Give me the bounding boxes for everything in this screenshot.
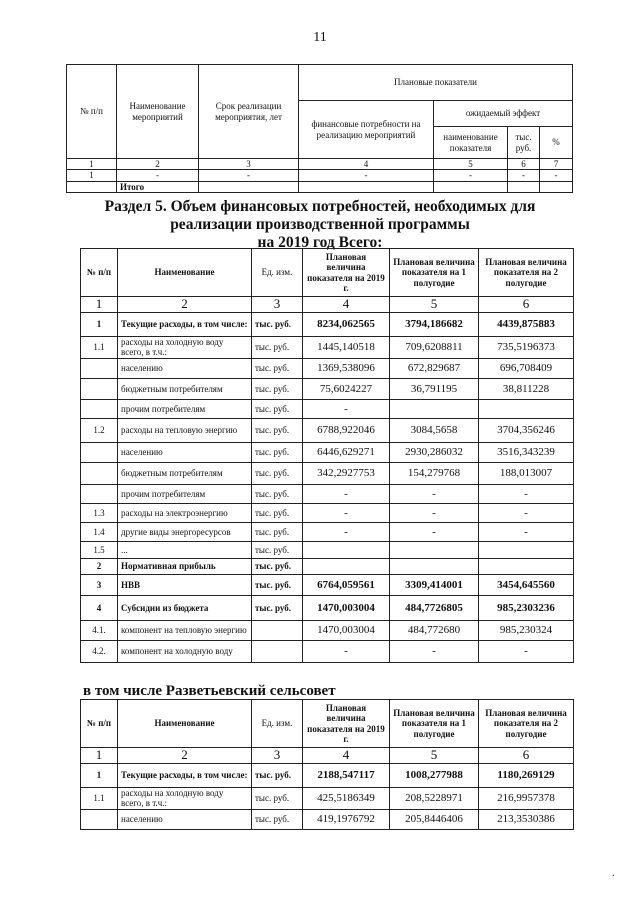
header-num: № п/п: [81, 700, 118, 748]
table-row: [81, 378, 574, 399]
value-h1: [390, 558, 479, 574]
table-row: [81, 558, 574, 574]
row-unit: тыс. руб.: [252, 503, 303, 522]
value-year: -: [303, 522, 390, 541]
value-h1: 3084,5658: [390, 418, 479, 442]
value-year: 6764,059561: [303, 574, 390, 595]
header-plan-h1: Плановая величина показателя на 1 полугодие: [390, 249, 479, 297]
value-year: 425,5186349: [303, 787, 390, 809]
value-h2: 985,230324: [479, 620, 574, 640]
value-h2: 4439,875883: [479, 312, 574, 336]
value-h1: -: [390, 484, 479, 503]
row-unit: тыс. руб.: [252, 787, 303, 809]
row-name: населению: [118, 358, 252, 378]
row-number: [81, 399, 118, 418]
value-h2: 3516,343239: [479, 442, 574, 462]
col-number: 1: [67, 159, 117, 170]
value-h1: 3794,186682: [390, 312, 479, 336]
cell: [508, 181, 540, 192]
row-number: 1.1: [81, 336, 118, 358]
row-name: бюджетным потребителям: [118, 378, 252, 399]
value-h2: 213,3530386: [479, 809, 574, 829]
header-plan-year: Плановая величина показателя на 2019 г.: [303, 249, 390, 297]
row-number: 3: [81, 574, 118, 595]
cell: -: [299, 170, 434, 181]
header-fin-need: финансовые потребности на реализацию мероприятий: [299, 101, 434, 159]
value-h2: -: [479, 522, 574, 541]
row-name: расходы на холодную воду всего, в т.ч.:: [118, 787, 252, 809]
col-number: 3: [252, 748, 303, 764]
table-row: [81, 503, 574, 522]
value-year: [303, 541, 390, 558]
cell: [540, 181, 573, 192]
table-row: [81, 809, 574, 829]
value-h1: 205,8446406: [390, 809, 479, 829]
cell: 1: [67, 170, 117, 181]
col-number: 6: [508, 159, 540, 170]
value-year: 6788,922046: [303, 418, 390, 442]
value-h1: 36,791195: [390, 378, 479, 399]
header-num: № п/п: [81, 249, 118, 297]
col-number: 1: [81, 748, 118, 764]
header-name: Наименование: [118, 249, 252, 297]
value-h1: 484,772680: [390, 620, 479, 640]
value-year: 2188,547117: [303, 763, 390, 787]
value-h2: 985,2303236: [479, 595, 574, 620]
col-number: 5: [390, 748, 479, 764]
value-year: 1470,003004: [303, 595, 390, 620]
row-number: [81, 358, 118, 378]
table-row: [81, 399, 574, 418]
table-row: [81, 312, 574, 336]
value-h1: 2930,286032: [390, 442, 479, 462]
row-name: населению: [118, 442, 252, 462]
header-plan-year: Плановая величина показателя на 2019 г.: [303, 700, 390, 748]
value-h2: -: [479, 503, 574, 522]
table-row: [81, 640, 574, 662]
col-number: 2: [118, 748, 252, 764]
section-title-line-2: реализации производственной программы: [170, 216, 470, 233]
cell: -: [199, 170, 299, 181]
value-h2: 216,9957378: [479, 787, 574, 809]
row-number: [81, 442, 118, 462]
row-number: [81, 462, 118, 484]
activities-table: [66, 64, 573, 193]
cell: -: [508, 170, 540, 181]
row-unit: тыс. руб.: [252, 763, 303, 787]
value-h1: 154,279768: [390, 462, 479, 484]
section-title-line-3: на 2019 год Всего:: [257, 234, 383, 251]
value-year: 342,2927753: [303, 462, 390, 484]
header-plan-h2: Плановая величина показателя на 2 полугодие: [479, 700, 574, 748]
row-unit: тыс. руб.: [252, 399, 303, 418]
row-unit: тыс. руб.: [252, 522, 303, 541]
value-year: -: [303, 640, 390, 662]
value-year: -: [303, 503, 390, 522]
value-year: 1369,538096: [303, 358, 390, 378]
value-h2: -: [479, 640, 574, 662]
row-number: 1.3: [81, 503, 118, 522]
value-h1: 3309,414001: [390, 574, 479, 595]
row-unit: тыс. руб.: [252, 558, 303, 574]
row-unit: тыс. руб.: [252, 541, 303, 558]
value-h2: 3454,645560: [479, 574, 574, 595]
header-thousand: тыс. руб.: [508, 127, 540, 159]
col-number: 6: [479, 748, 574, 764]
row-name: прочим потребителям: [118, 399, 252, 418]
row-unit: [252, 640, 303, 662]
col-number: 6: [479, 297, 574, 313]
value-year: 75,6024227: [303, 378, 390, 399]
table-row: [81, 484, 574, 503]
row-unit: тыс. руб.: [252, 442, 303, 462]
row-name: бюджетным потребителям: [118, 462, 252, 484]
header-term: Срок реализации мероприятия, лет: [199, 65, 299, 159]
value-h1: [390, 541, 479, 558]
table-row: [81, 763, 574, 787]
value-year: -: [303, 399, 390, 418]
row-name: Субсидии из бюджета: [118, 595, 252, 620]
value-year: 6446,629271: [303, 442, 390, 462]
table-row: [81, 358, 574, 378]
settlement-table: [80, 699, 574, 830]
col-number: 4: [299, 159, 434, 170]
section-title-line-1: Раздел 5. Объем финансовых потребностей, необходимых для: [104, 198, 536, 215]
cell: -: [117, 170, 199, 181]
header-percent: %: [540, 127, 573, 159]
row-name: населению: [118, 809, 252, 829]
value-h2: 1180,269129: [479, 763, 574, 787]
row-number: 2: [81, 558, 118, 574]
cell: [199, 181, 299, 192]
row-number: 1: [81, 312, 118, 336]
cell: [67, 181, 117, 192]
row-name: расходы на тепловую энергию: [118, 418, 252, 442]
row-name: прочим потребителям: [118, 484, 252, 503]
value-h2: 735,5196373: [479, 336, 574, 358]
cell: -: [434, 170, 508, 181]
table-row: [67, 170, 573, 181]
row-unit: тыс. руб.: [252, 809, 303, 829]
row-number: 4: [81, 595, 118, 620]
column-numbers-row: [81, 297, 574, 313]
total-label: Итого: [117, 181, 199, 192]
table-row: [81, 462, 574, 484]
row-name: НВВ: [118, 574, 252, 595]
table-row: [81, 541, 574, 558]
header-unit: Ед. изм.: [252, 700, 303, 748]
row-name: другие виды энергоресурсов: [118, 522, 252, 541]
row-unit: тыс. руб.: [252, 418, 303, 442]
row-unit: тыс. руб.: [252, 484, 303, 503]
bottom-mark: .: [612, 868, 615, 879]
value-h1: [390, 399, 479, 418]
col-number: 2: [118, 297, 252, 313]
header-plan-h1: Плановая величина показателя на 1 полугодие: [390, 700, 479, 748]
table-row: [81, 620, 574, 640]
table-row: [81, 336, 574, 358]
row-number: [81, 809, 118, 829]
row-number: 1: [81, 763, 118, 787]
table-row: [81, 595, 574, 620]
value-h1: 484,7726805: [390, 595, 479, 620]
row-number: 1.4: [81, 522, 118, 541]
header-activity-name: Наименование мероприятий: [117, 65, 199, 159]
table-row: [81, 574, 574, 595]
row-number: 4.2.: [81, 640, 118, 662]
row-name: компонент на холодную воду: [118, 640, 252, 662]
header-num: № п/п: [67, 65, 117, 159]
row-name: Текущие расходы, в том числе:: [118, 763, 252, 787]
value-h1: -: [390, 522, 479, 541]
header-name: Наименование: [118, 700, 252, 748]
financial-needs-table: [80, 248, 574, 663]
row-number: 4.1.: [81, 620, 118, 640]
value-h1: 709,6208811: [390, 336, 479, 358]
row-unit: [252, 620, 303, 640]
row-name: Текущие расходы, в том числе:: [118, 312, 252, 336]
cell: [299, 181, 434, 192]
col-number: 4: [303, 297, 390, 313]
col-number: 7: [540, 159, 573, 170]
row-unit: тыс. руб.: [252, 574, 303, 595]
row-unit: тыс. руб.: [252, 378, 303, 399]
header-indicator-name: наименование показателя: [434, 127, 508, 159]
value-h1: 1008,277988: [390, 763, 479, 787]
value-h1: 208,5228971: [390, 787, 479, 809]
row-unit: тыс. руб.: [252, 462, 303, 484]
cell: -: [540, 170, 573, 181]
value-h2: [479, 558, 574, 574]
row-name: расходы на электроэнергию: [118, 503, 252, 522]
table-row: [81, 418, 574, 442]
col-number: 1: [81, 297, 118, 313]
value-year: 1445,140518: [303, 336, 390, 358]
header-plan: Плановые показатели: [299, 65, 573, 101]
col-number: 2: [117, 159, 199, 170]
value-year: 8234,062565: [303, 312, 390, 336]
row-unit: тыс. руб.: [252, 595, 303, 620]
col-number: 4: [303, 748, 390, 764]
row-number: 1.5: [81, 541, 118, 558]
row-unit: тыс. руб.: [252, 336, 303, 358]
column-numbers-row: [81, 748, 574, 764]
header-plan-h2: Плановая величина показателя на 2 полугодие: [479, 249, 574, 297]
row-name: Нормативная прибыль: [118, 558, 252, 574]
col-number: 3: [199, 159, 299, 170]
value-h2: 38,811228: [479, 378, 574, 399]
value-h2: 188,013007: [479, 462, 574, 484]
value-h1: -: [390, 503, 479, 522]
row-number: [81, 484, 118, 503]
col-number: 5: [434, 159, 508, 170]
table-row: [81, 522, 574, 541]
total-row: [67, 181, 573, 192]
cell: [434, 181, 508, 192]
table-row: [81, 442, 574, 462]
page-number: 11: [313, 30, 327, 45]
value-year: -: [303, 484, 390, 503]
row-unit: тыс. руб.: [252, 312, 303, 336]
value-h2: [479, 399, 574, 418]
value-year: [303, 558, 390, 574]
header-unit: Ед. изм.: [252, 249, 303, 297]
table-row: [81, 787, 574, 809]
row-name: компонент на тепловую энергию: [118, 620, 252, 640]
value-h2: 696,708409: [479, 358, 574, 378]
row-number: 1.2: [81, 418, 118, 442]
col-number: 3: [252, 297, 303, 313]
col-number: 5: [390, 297, 479, 313]
row-name: расходы на холодную воду всего, в т.ч.:: [118, 336, 252, 358]
row-name: ...: [118, 541, 252, 558]
value-year: 419,1976792: [303, 809, 390, 829]
row-unit: тыс. руб.: [252, 358, 303, 378]
column-numbers-row: [67, 159, 573, 170]
row-number: 1.1: [81, 787, 118, 809]
value-h2: -: [479, 484, 574, 503]
value-h1: -: [390, 640, 479, 662]
subsection-title: в том числе Разветьевский сельсовет: [83, 683, 336, 699]
value-h2: [479, 541, 574, 558]
value-year: 1470,003004: [303, 620, 390, 640]
value-h1: 672,829687: [390, 358, 479, 378]
header-effect: ожидаемый эффект: [434, 101, 573, 127]
value-h2: 3704,356246: [479, 418, 574, 442]
row-number: [81, 378, 118, 399]
